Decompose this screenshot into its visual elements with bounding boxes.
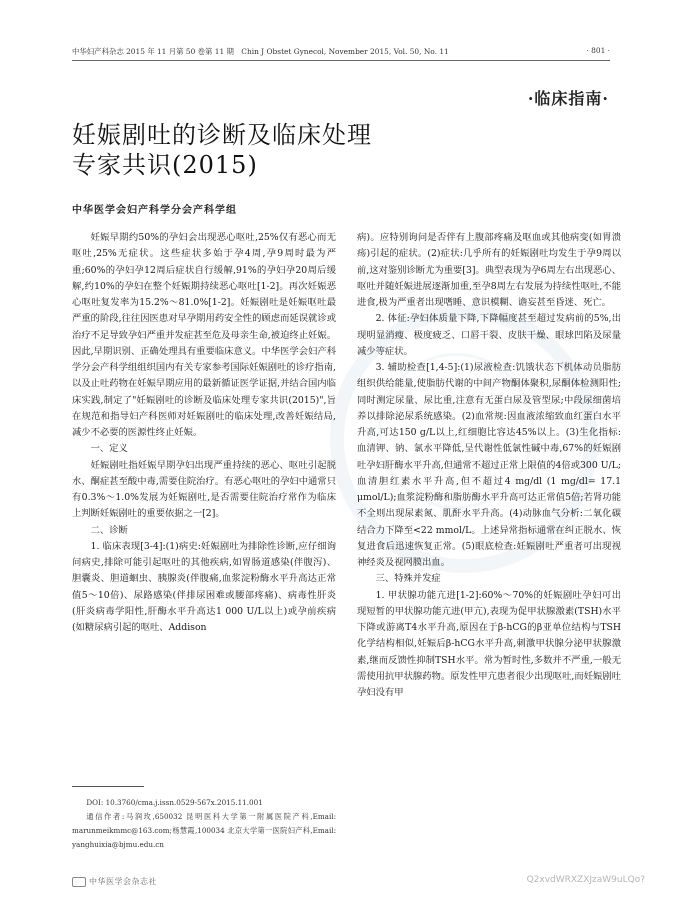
right-column [357, 230, 621, 701]
footnote [72, 796, 336, 852]
footnote-correspondence: 通信作者:马润玫,650032 昆明医科大学第一附属医院产科,Email: marunmeikmmc@163.com;杨慧霞,100034 北京大学第一医院妇产科,Email: yanghuixia@bjmu.edu.cn [72, 812, 336, 849]
footnote-rule [72, 786, 144, 787]
page-number: · 801 · [586, 46, 610, 55]
paragraph-signs: 2. 体征:孕妇体质量下降,下降幅度甚至超过发病前的5%,出现明显消瘦、极度疲乏、口唇干裂、皮肤干燥、眼球凹陷及尿量减少等症状。 [357, 313, 621, 357]
running-head-journal: 中华妇产科杂志 2015 年 11 月第 50 卷第 11 期 Chin J Obstet Gynecol, November 2015, Vol. 50, No. 11 [72, 47, 449, 56]
paragraph-clinical-presentation: 1. 临床表现[3-4]:(1)病史:妊娠剧吐为排除性诊断,应仔细询问病史,排除可能引起呕吐的其他疾病,如胃肠道感染(伴腹泻)、胆囊炎、胆道蛔虫、胰腺炎(伴腹痛,血浆淀粉酶水平升高达正常值5～10倍)、尿路感染(伴排尿困难或腰部疼痛)、病毒性肝炎(肝炎病毒学阳性,肝酶水平升高达1 000 U/L以上)或孕前疾病(如糖尿病引起的呕吐、Addison [72, 540, 336, 633]
header-rule [72, 60, 610, 61]
publisher-name: 中华医学会杂志社 [89, 877, 157, 886]
paragraph-auxiliary-exams: 3. 辅助检查[1,4-5]:(1)尿液检查:饥饿状态下机体动员脂肪组织供给能量,使脂肪代谢的中间产物酮体聚积,尿酮体检测阳性;同时测定尿量、尿比重,注意有无蛋白尿及管型尿;中段尿细菌培养以排除泌尿系统感染。(2)血常规:因血液浓缩致血红蛋白水平升高,可达150 g/L以上,红细胞比容达45%以上。(3)生化指标:血清钾、钠、氯水平降低,呈代谢性低氯性碱中毒,67%的妊娠剧吐孕妇肝酶水平升高,但通常不超过正常上限值的4倍或300 U/L;血清胆红素水平升高,但不超过4 mg/dl (1 mg/dl= 17.1 μmol/L);血浆淀粉酶和脂肪酶水平升高可达正常值5倍;若肾功能不全则出现尿素氮、肌酐水平升高。(4)动脉血气分析:二氧化碳结合力下降至<22 mmol/L。上述异常指标通常在纠正脱水、恢复进食后迅速恢复正常。(5)眼底检查:妊娠剧吐严重者可出现视神经炎及视网膜出血。 [357, 362, 621, 568]
publisher-logo-icon [72, 877, 86, 887]
watermark-text: Q2xvdWRXZXJzaW9uLQo? [526, 875, 645, 885]
paragraph-hyperthyroidism: 1. 甲状腺功能亢进[1-2]:60%～70%的妊娠剧吐孕妇可出现短暂的甲状腺功能亢进(甲亢),表现为促甲状腺激素(TSH)水平下降或游离T4水平升高,原因在于β-hCG的β亚单位结构与TSH化学结构相似,妊娠后β-hCG水平升高,刺激甲状腺分泌甲状腺激素,继而反馈性抑制TSH水平。常为暂时性,多数并不严重,一般无需使用抗甲状腺药物。原发性甲亢患者很少出现呕吐,而妊娠剧吐孕妇没有甲 [357, 589, 621, 698]
footnote-doi: DOI: 10.3760/cma.j.issn.0529-567x.2015.11.001 [86, 798, 263, 807]
section-tag: ·临床指南· [527, 89, 609, 108]
paragraph-history-continued: 病)。应特别询问是否伴有上腹部疼痛及呕血或其他病变(如胃溃疡)引起的症状。(2)症状:几乎所有的妊娠剧吐均发生于孕9周以前,这对鉴别诊断尤为重要[3]。典型表现为孕6周左右出现恶心、呕吐并随妊娠进展逐渐加重,至孕8周左右发展为持续性呕吐,不能进食,极为严重者出现嗜睡、意识模糊、谵妄甚至昏迷、死亡。 [357, 232, 621, 308]
running-head [72, 46, 610, 57]
publisher-mark [72, 876, 157, 887]
left-column [72, 230, 336, 636]
heading-complications: 三、特殊并发症 [375, 573, 441, 585]
title-line-2: 专家共识(2015) [72, 151, 258, 179]
paragraph-intro: 妊娠早期约50%的孕妇会出现恶心呕吐,25%仅有恶心而无呕吐,25%无症状。这些症状多始于孕4周,孕9周时最为严重;60%的孕妇孕12周后症状自行缓解,91%的孕妇孕20周后缓解,约10%的孕妇在整个妊娠期持续恶心呕吐[1-2]。再次妊娠恶心呕吐复发率为15.2%～81.0%[1-2]。妊娠剧吐是妊娠呕吐最严重的阶段,往往因医患对早孕期用药安全性的顾虑而延误就诊或治疗不足导致孕妇严重并发症甚至危及母亲生命,被迫终止妊娠。因此,早期识别、正确处理具有重要临床意义。中华医学会妇产科学分会产科学组组织国内有关专家参考国际妊娠剧吐的诊疗指南,以及止吐药物在妊娠早期应用的最新循证医学证据,并结合国内临床实践,制定了"妊娠剧吐的诊断及临床处理专家共识(2015)",旨在规范和指导妇产科医师对妊娠剧吐的临床处理,改善妊娠结局,减少不必要的医源性终止妊娠。 [72, 232, 336, 438]
title-line-1: 妊娠剧吐的诊断及临床处理 [72, 121, 372, 149]
heading-definition: 一、定义 [90, 443, 128, 455]
author-line: 中华医学会妇产科学分会产科学组 [72, 205, 237, 216]
paragraph-definition: 妊娠剧吐指妊娠早期孕妇出现严重持续的恶心、呕吐引起脱水、酮症甚至酸中毒,需要住院治疗。有恶心呕吐的孕妇中通常只有0.3%～1.0%发展为妊娠剧吐,是否需要住院治疗常作为临床上判断妊娠剧吐的重要依据之一[2]。 [72, 459, 336, 520]
article-title [72, 120, 372, 180]
heading-diagnosis: 二、诊断 [90, 524, 128, 536]
